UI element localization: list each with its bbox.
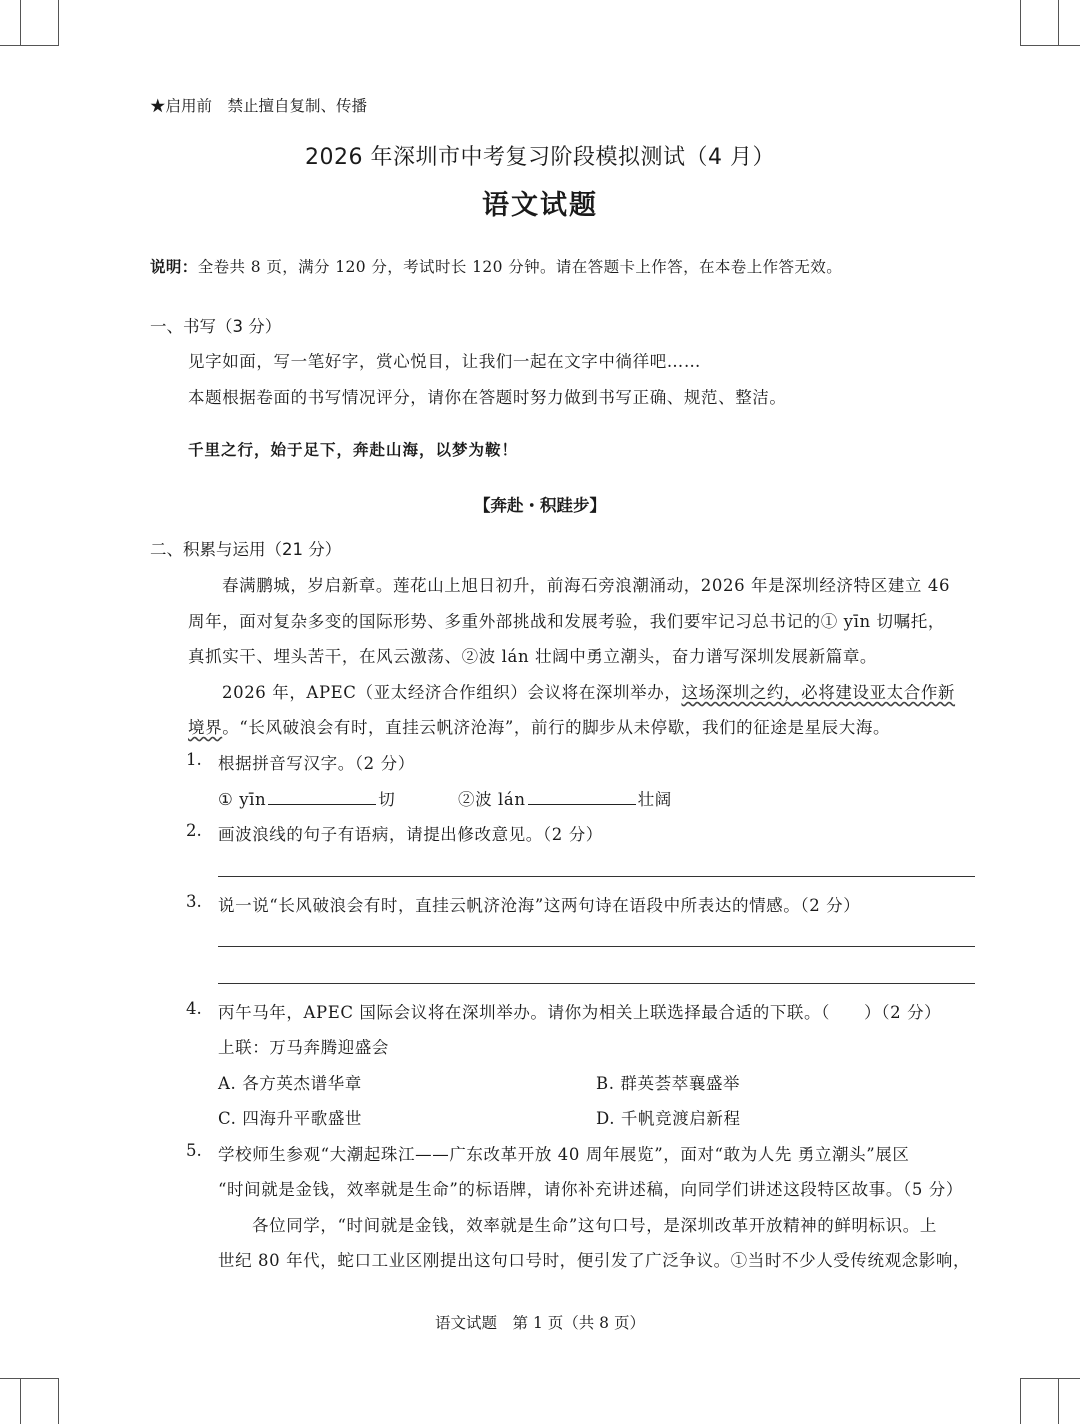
answer-line[interactable]: [218, 876, 975, 877]
passage-text: 2026 年，APEC（亚太经济合作组织）会议将在深圳举办，: [222, 683, 682, 702]
q1-answer-b: [458, 786, 672, 810]
instructions: [150, 255, 842, 277]
question-number: 2.: [186, 821, 202, 840]
option-b[interactable]: B. 群英荟萃襄盛举: [596, 1074, 741, 1093]
q1-b-suffix: 壮阔: [637, 790, 672, 809]
crop-mark-top-right-v2: [1058, 0, 1059, 46]
question-number: 4.: [186, 999, 202, 1018]
wavy-sentence-end: 境界: [188, 718, 223, 737]
question-stem: 说一说“长风破浪会有时，直挂云帆济沧海”这两句诗在语段中所表达的情感。（2 分）: [218, 896, 861, 915]
upper-couplet: 上联：万马奔腾迎盛会: [218, 1038, 389, 1057]
q1-a-suffix: 切: [378, 790, 396, 809]
crop-mark-bottom-right-h: [1020, 1378, 1080, 1379]
passage-text: 。“长风破浪会有时，直挂云帆济沧海”，前行的脚步从未停歇，我们的征途是星辰大海。: [222, 718, 891, 737]
question-number: 1.: [186, 750, 202, 769]
passage-line: 春满鹏城，岁启新章。莲花山上旭日初升，前海石旁浪潮涌动，2026 年是深圳经济特区建立 46: [222, 576, 951, 595]
question-stem: 学校师生参观“大潮起珠江——广东改革开放 40 周年展览”，面对“敢为人先 勇立潮头”展区: [218, 1145, 910, 1164]
speech-line: 各位同学，“时间就是金钱，效率就是生命”这句口号，是深圳改革开放精神的鲜明标识。上: [252, 1216, 937, 1235]
crop-mark-top-right-v: [1020, 0, 1021, 46]
question-stem: 丙午马年，APEC 国际会议将在深圳举办。请你为相关上联选择最合适的下联。（ ）（2 分）: [218, 1003, 942, 1022]
q1-b-prefix: ②波 lán: [458, 790, 526, 809]
answer-line[interactable]: [218, 983, 975, 984]
motto: 千里之行，始于足下，奔赴山海，以梦为鞍！: [188, 440, 519, 459]
question-number: 3.: [186, 892, 202, 911]
section1-heading: 一、书写（3 分）: [150, 317, 282, 336]
option-c[interactable]: C. 四海升平歌盛世: [218, 1109, 363, 1128]
question-stem: 根据拼音写汉字。（2 分）: [218, 754, 415, 773]
crop-mark-top-left-h: [0, 45, 59, 46]
crop-mark-top-right-h: [1020, 45, 1080, 46]
q1-a-blank[interactable]: [268, 788, 376, 805]
crop-mark-bottom-left-h: [0, 1378, 59, 1379]
subject-title: 语文试题: [482, 190, 598, 221]
crop-mark-bottom-left-v: [58, 1378, 59, 1424]
crop-mark-top-left-v2: [20, 0, 21, 46]
passage-line: [222, 679, 955, 703]
option-d[interactable]: D. 千帆竞渡启新程: [596, 1109, 741, 1128]
crop-mark-top-left-v: [58, 0, 59, 46]
question-stem: “时间就是金钱，效率就是生命”的标语牌，请你补充讲述稿，向同学们讲述这段特区故事。（5 分）: [218, 1180, 963, 1199]
q1-answer-a: [218, 786, 395, 810]
answer-line[interactable]: [218, 946, 975, 947]
confidential-note: ★启用前 禁止擅自复制、传播: [150, 97, 368, 115]
page-footer: 语文试题 第 1 页（共 8 页）: [435, 1314, 645, 1332]
question-number: 5.: [186, 1141, 202, 1160]
passage-line: 真抓实干、埋头苦干，在风云激荡、②波 lán 壮阔中勇立潮头，奋力谱写深圳发展新篇章。: [188, 647, 878, 666]
speech-line: 世纪 80 年代，蛇口工业区刚提出这句口号时，便引发了广泛争议。①当时不少人受传统观念影响，: [218, 1251, 971, 1270]
section2-heading: 二、积累与运用（21 分）: [150, 540, 342, 559]
option-a[interactable]: A. 各方英杰谱华章: [218, 1074, 362, 1093]
crop-mark-bottom-left-v2: [20, 1378, 21, 1424]
wavy-sentence: 这场深圳之约，必将建设亚太合作新: [681, 683, 956, 702]
question-stem: 画波浪线的句子有语病，请提出修改意见。（2 分）: [218, 825, 603, 844]
q1-a-prefix: ① yīn: [218, 790, 267, 809]
passage-line: 周年，面对复杂多变的国际形势、多重外部挑战和发展考验，我们要牢记习总书记的① yīn 切嘱托，: [188, 612, 945, 631]
instructions-text: 全卷共 8 页，满分 120 分，考试时长 120 分钟。请在答题卡上作答，在本卷上作答无效。: [197, 258, 843, 276]
exam-title: 2026 年深圳市中考复习阶段模拟测试（4 月）: [305, 145, 775, 170]
q1-b-blank[interactable]: [528, 788, 636, 805]
crop-mark-bottom-right-v: [1020, 1378, 1021, 1424]
section1-line2: 本题根据卷面的书写情况评分，请你在答题时努力做到书写正确、规范、整洁。: [188, 388, 787, 407]
instructions-label: 说明：: [150, 257, 198, 276]
passage-line: [188, 714, 890, 738]
crop-mark-bottom-right-v2: [1058, 1378, 1059, 1424]
part-banner: 【奔赴・积跬步】: [474, 496, 606, 515]
section1-line1: 见字如面，写一笔好字，赏心悦目，让我们一起在文字中徜徉吧……: [188, 352, 701, 371]
